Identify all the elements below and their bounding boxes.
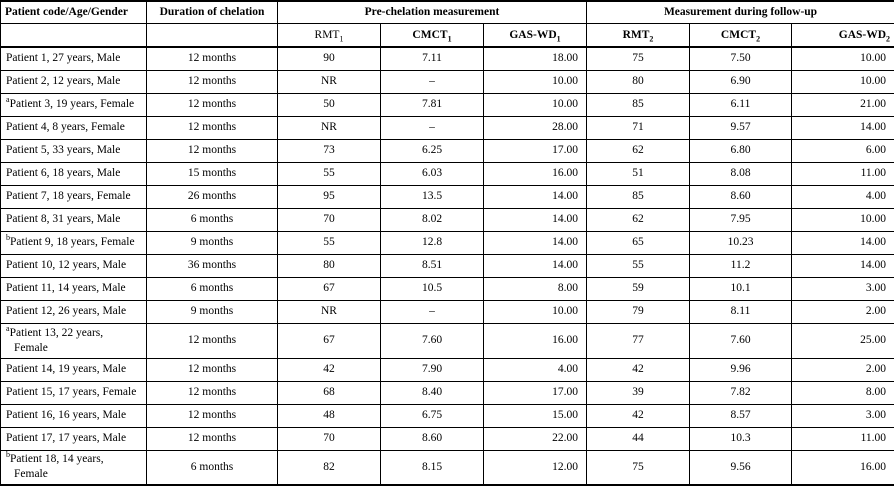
cell-gas1: 14.00 (484, 185, 587, 208)
cell-cmct1: 7.60 (381, 323, 484, 358)
header-patient: Patient code/Age/Gender (1, 1, 147, 24)
cell-cmct2: 8.60 (690, 185, 792, 208)
cell-gas1: 10.00 (484, 70, 587, 93)
table-row (1, 277, 894, 300)
cell-cmct1: – (381, 300, 484, 323)
cell-rmt1: 67 (278, 277, 381, 300)
cell-duration: 12 months (147, 47, 278, 70)
cell-cmct2: 8.57 (690, 404, 792, 427)
cell-cmct2: 6.90 (690, 70, 792, 93)
table-row (1, 323, 894, 358)
cell-gas1: 16.00 (484, 323, 587, 358)
cell-gas1: 4.00 (484, 358, 587, 381)
cell-gas2: 16.00 (792, 450, 894, 485)
cell-cmct1: 6.75 (381, 404, 484, 427)
cell-gas1: 14.00 (484, 254, 587, 277)
cell-gas1: 14.00 (484, 208, 587, 231)
cell-cmct2: 9.96 (690, 358, 792, 381)
cell-duration: 12 months (147, 358, 278, 381)
table-row (1, 162, 894, 185)
cell-rmt1: 48 (278, 404, 381, 427)
cell-patient: Patient 2, 12 years, Male (1, 70, 147, 93)
cell-patient: Patient 5, 33 years, Male (1, 139, 147, 162)
cell-gas1: 17.00 (484, 139, 587, 162)
cell-rmt2: 62 (587, 139, 690, 162)
cell-cmct1: 8.51 (381, 254, 484, 277)
table-row (1, 116, 894, 139)
cell-patient: Patient 6, 18 years, Male (1, 162, 147, 185)
cell-cmct1: 7.81 (381, 93, 484, 116)
cell-duration: 12 months (147, 404, 278, 427)
cell-cmct2: 9.57 (690, 116, 792, 139)
cell-duration: 6 months (147, 208, 278, 231)
cell-gas2: 14.00 (792, 254, 894, 277)
cell-gas2: 6.00 (792, 139, 894, 162)
cell-cmct2: 7.50 (690, 47, 792, 70)
cell-rmt2: 44 (587, 427, 690, 450)
cell-cmct2: 7.82 (690, 381, 792, 404)
cell-gas1: 28.00 (484, 116, 587, 139)
cell-cmct1: 6.03 (381, 162, 484, 185)
cell-gas2: 25.00 (792, 323, 894, 358)
cell-rmt1: 50 (278, 93, 381, 116)
header-follow-up: Measurement during follow-up (587, 1, 894, 24)
cell-patient: Patient 17, 17 years, Male (1, 427, 147, 450)
cell-gas2: 11.00 (792, 162, 894, 185)
cell-patient: Patient 11, 14 years, Male (1, 277, 147, 300)
cell-patient: $^a$Patient 3, 19 years, Female (1, 93, 147, 116)
cell-cmct2: 10.23 (690, 231, 792, 254)
header-duration-empty (147, 24, 278, 48)
cell-gas1: 10.00 (484, 93, 587, 116)
cell-gas1: 15.00 (484, 404, 587, 427)
cell-gas2: 2.00 (792, 358, 894, 381)
cell-rmt1: 95 (278, 185, 381, 208)
cell-rmt1: 82 (278, 450, 381, 485)
cell-patient: Patient 14, 19 years, Male (1, 358, 147, 381)
cell-rmt2: 85 (587, 185, 690, 208)
cell-rmt2: 79 (587, 300, 690, 323)
cell-cmct2: 6.11 (690, 93, 792, 116)
cell-rmt2: 85 (587, 93, 690, 116)
cell-rmt2: 51 (587, 162, 690, 185)
cell-cmct1: – (381, 70, 484, 93)
cell-gas1: 12.00 (484, 450, 587, 485)
cell-rmt1: 55 (278, 162, 381, 185)
header-pre-chelation: Pre-chelation measurement (278, 1, 587, 24)
cell-gas1: 8.00 (484, 277, 587, 300)
cell-gas1: 17.00 (484, 381, 587, 404)
header-cmct1: $CMCT_1$ (381, 24, 484, 48)
cell-rmt2: 77 (587, 323, 690, 358)
table-row (1, 139, 894, 162)
cell-gas2: 14.00 (792, 116, 894, 139)
cell-rmt1: NR (278, 300, 381, 323)
table-row (1, 358, 894, 381)
cell-cmct2: 8.11 (690, 300, 792, 323)
cell-gas1: 10.00 (484, 300, 587, 323)
cell-duration: 12 months (147, 427, 278, 450)
table-row (1, 208, 894, 231)
table-row (1, 254, 894, 277)
cell-gas1: 22.00 (484, 427, 587, 450)
cell-patient: Patient 4, 8 years, Female (1, 116, 147, 139)
cell-rmt2: 59 (587, 277, 690, 300)
cell-rmt2: 42 (587, 358, 690, 381)
cell-cmct1: 13.5 (381, 185, 484, 208)
cell-patient: $^b$Patient 9, 18 years, Female (1, 231, 147, 254)
cell-cmct2: 7.60 (690, 323, 792, 358)
cell-gas2: 14.00 (792, 231, 894, 254)
cell-rmt1: NR (278, 116, 381, 139)
cell-duration: 12 months (147, 93, 278, 116)
cell-rmt1: 73 (278, 139, 381, 162)
cell-rmt1: 80 (278, 254, 381, 277)
cell-duration: 12 months (147, 381, 278, 404)
cell-gas2: 10.00 (792, 47, 894, 70)
cell-gas2: 3.00 (792, 404, 894, 427)
table-row (1, 185, 894, 208)
header-rmt2: $RMT_2$ (587, 24, 690, 48)
cell-rmt2: 55 (587, 254, 690, 277)
table-row (1, 404, 894, 427)
cell-duration: 12 months (147, 70, 278, 93)
cell-cmct1: 7.11 (381, 47, 484, 70)
cell-duration: 6 months (147, 277, 278, 300)
cell-cmct1: – (381, 116, 484, 139)
header-cmct2: $CMCT_2$ (690, 24, 792, 48)
cell-rmt2: 39 (587, 381, 690, 404)
cell-rmt1: 70 (278, 208, 381, 231)
cell-rmt2: 80 (587, 70, 690, 93)
table-row (1, 427, 894, 450)
table-row (1, 47, 894, 70)
cell-gas2: 4.00 (792, 185, 894, 208)
table-row (1, 93, 894, 116)
cell-duration: 9 months (147, 300, 278, 323)
header-rmt1: $RMT_1$ (278, 24, 381, 48)
cell-duration: 12 months (147, 116, 278, 139)
cell-rmt1: 68 (278, 381, 381, 404)
table-body (1, 47, 894, 485)
table-row (1, 381, 894, 404)
cell-cmct1: 8.15 (381, 450, 484, 485)
cell-cmct2: 7.95 (690, 208, 792, 231)
cell-gas2: 10.00 (792, 208, 894, 231)
header-gas2: GAS-$WD_2$ (792, 24, 894, 48)
cell-rmt2: 71 (587, 116, 690, 139)
header-gas1: GAS-$WD_1$ (484, 24, 587, 48)
cell-rmt2: 75 (587, 47, 690, 70)
cell-gas1: 16.00 (484, 162, 587, 185)
cell-patient: Patient 16, 16 years, Male (1, 404, 147, 427)
header-patient-empty (1, 24, 147, 48)
cell-patient: $^b$Patient 18, 14 years, Female (1, 450, 147, 485)
cell-cmct1: 6.25 (381, 139, 484, 162)
cell-duration: 15 months (147, 162, 278, 185)
cell-duration: 12 months (147, 139, 278, 162)
cell-patient: $^a$Patient 13, 22 years, Female (1, 323, 147, 358)
cell-rmt2: 42 (587, 404, 690, 427)
cell-cmct1: 8.02 (381, 208, 484, 231)
cell-patient: Patient 1, 27 years, Male (1, 47, 147, 70)
cell-duration: 36 months (147, 254, 278, 277)
cell-patient: Patient 7, 18 years, Female (1, 185, 147, 208)
cell-gas1: 14.00 (484, 231, 587, 254)
cell-rmt2: 65 (587, 231, 690, 254)
cell-cmct2: 6.80 (690, 139, 792, 162)
cell-duration: 12 months (147, 323, 278, 358)
cell-patient: Patient 12, 26 years, Male (1, 300, 147, 323)
cell-patient: Patient 15, 17 years, Female (1, 381, 147, 404)
cell-cmct2: 10.3 (690, 427, 792, 450)
cell-cmct2: 8.08 (690, 162, 792, 185)
table-row (1, 231, 894, 254)
cell-rmt2: 62 (587, 208, 690, 231)
cell-duration: 6 months (147, 450, 278, 485)
cell-gas2: 21.00 (792, 93, 894, 116)
cell-patient: Patient 10, 12 years, Male (1, 254, 147, 277)
cell-cmct1: 8.60 (381, 427, 484, 450)
cell-gas1: 18.00 (484, 47, 587, 70)
cell-gas2: 8.00 (792, 381, 894, 404)
cell-cmct2: 11.2 (690, 254, 792, 277)
cell-rmt1: 70 (278, 427, 381, 450)
cell-patient: Patient 8, 31 years, Male (1, 208, 147, 231)
table-row (1, 70, 894, 93)
cell-cmct2: 9.56 (690, 450, 792, 485)
cell-rmt1: 42 (278, 358, 381, 381)
cell-rmt2: 75 (587, 450, 690, 485)
cell-duration: 26 months (147, 185, 278, 208)
cell-gas2: 3.00 (792, 277, 894, 300)
cell-cmct1: 8.40 (381, 381, 484, 404)
header-duration: Duration of chelation (147, 1, 278, 24)
cell-gas2: 10.00 (792, 70, 894, 93)
cell-rmt1: 67 (278, 323, 381, 358)
cell-cmct1: 12.8 (381, 231, 484, 254)
cell-duration: 9 months (147, 231, 278, 254)
table-row (1, 450, 894, 485)
cell-rmt1: NR (278, 70, 381, 93)
cell-cmct1: 10.5 (381, 277, 484, 300)
cell-rmt1: 90 (278, 47, 381, 70)
cell-gas2: 2.00 (792, 300, 894, 323)
table-row (1, 300, 894, 323)
cell-cmct2: 10.1 (690, 277, 792, 300)
cell-gas2: 11.00 (792, 427, 894, 450)
cell-cmct1: 7.90 (381, 358, 484, 381)
cell-rmt1: 55 (278, 231, 381, 254)
